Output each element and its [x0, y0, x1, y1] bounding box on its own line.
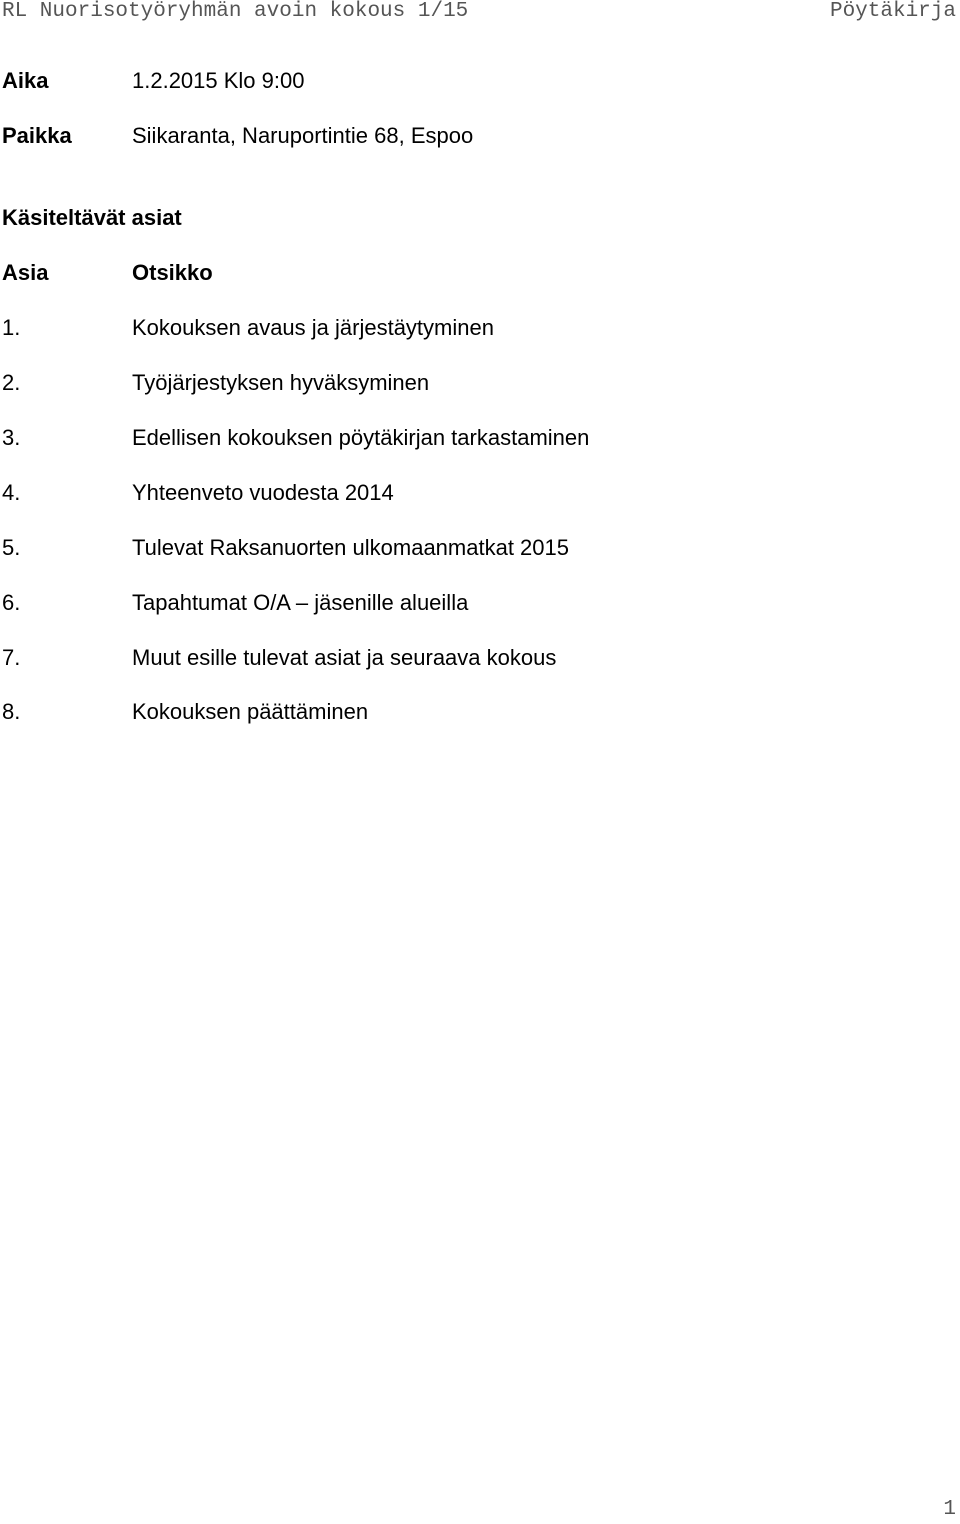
place-row — [2, 123, 473, 149]
place-label: Paikka — [2, 123, 72, 148]
agenda-item — [2, 699, 368, 725]
agenda-item-title: Kokouksen avaus ja järjestäytyminen — [132, 315, 494, 340]
agenda-item-number: 6. — [2, 590, 21, 615]
agenda-item-number: 8. — [2, 699, 21, 724]
agenda-item-title: Edellisen kokouksen pöytäkirjan tarkastaminen — [132, 425, 590, 450]
agenda-item — [2, 590, 468, 616]
agenda-heading: Käsiteltävät asiat — [2, 205, 182, 230]
agenda-item-title: Tulevat Raksanuorten ulkomaanmatkat 2015 — [132, 535, 569, 560]
agenda-item-number: 2. — [2, 370, 21, 395]
agenda-item-number: 4. — [2, 480, 21, 505]
document-type: Pöytäkirja — [829, 0, 956, 23]
agenda-item — [2, 370, 429, 396]
page-number: 1 — [943, 1498, 956, 1521]
agenda-item-number: 1. — [2, 315, 21, 340]
document-title: RL Nuorisotyöryhmän avoin kokous 1/15 — [2, 0, 469, 23]
agenda-item-title: Kokouksen päättäminen — [132, 699, 369, 724]
agenda-item — [2, 645, 556, 671]
agenda-column-headers — [2, 260, 213, 286]
time-row — [2, 68, 304, 94]
agenda-item-title: Yhteenveto vuodesta 2014 — [132, 480, 394, 505]
agenda-item — [2, 315, 494, 341]
agenda-item-number: 3. — [2, 425, 21, 450]
agenda-item-number: 7. — [2, 645, 21, 670]
place-value: Siikaranta, Naruportintie 68, Espoo — [132, 123, 474, 148]
agenda-item-number: 5. — [2, 535, 21, 560]
agenda-item-title: Tapahtumat O/A – jäsenille alueilla — [132, 590, 469, 615]
agenda-item-title: Muut esille tulevat asiat ja seuraava kokous — [132, 645, 557, 670]
agenda-col-title: Otsikko — [132, 260, 213, 285]
agenda-item — [2, 425, 589, 451]
running-header — [0, 0, 960, 28]
time-label: Aika — [2, 68, 49, 93]
agenda-col-number: Asia — [2, 260, 49, 285]
agenda-item — [2, 480, 394, 506]
agenda-item-title: Työjärjestyksen hyväksyminen — [132, 370, 430, 395]
agenda-item — [2, 535, 569, 561]
time-value: 1.2.2015 Klo 9:00 — [132, 68, 305, 93]
